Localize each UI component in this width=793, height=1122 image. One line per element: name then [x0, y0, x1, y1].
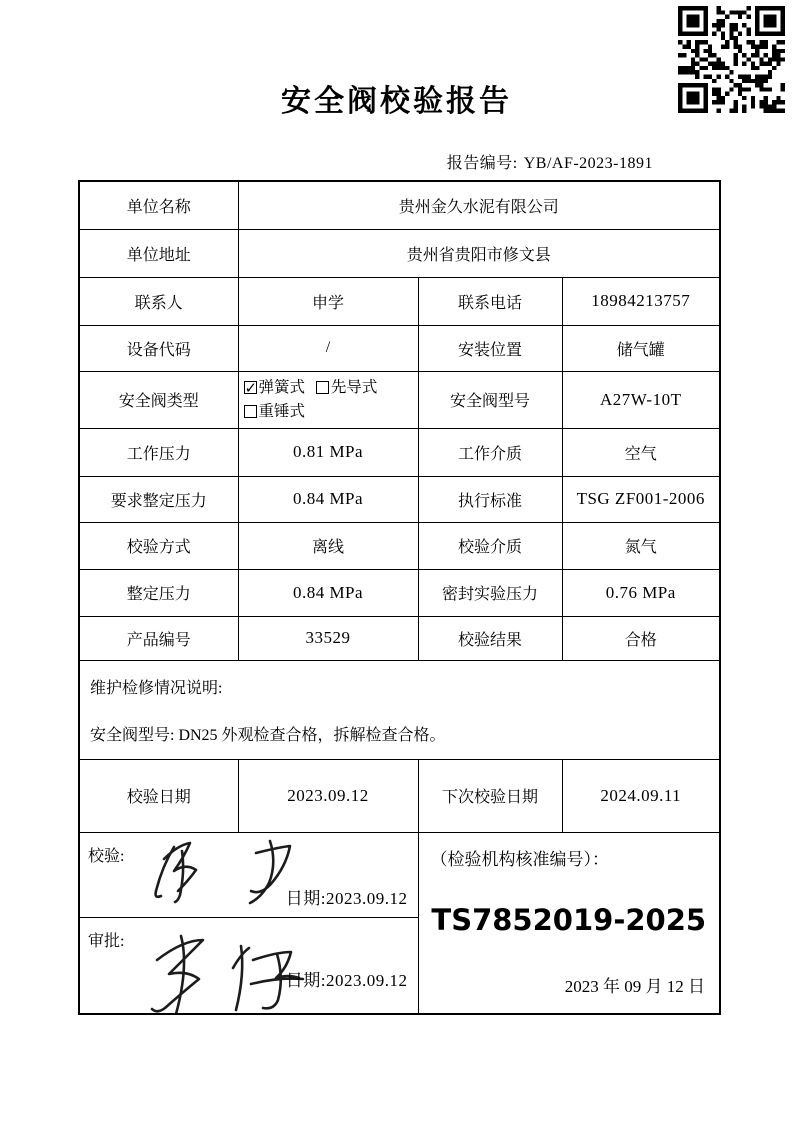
checkbox-weight-type: [244, 400, 306, 424]
verify-method-label: 校验方式: [79, 522, 238, 569]
next-verify-date-label: 下次校验日期: [418, 759, 562, 832]
checkbox-checked-icon: [244, 381, 257, 394]
valve-model-label: 安全阀型号: [418, 371, 562, 428]
verify-date-value: 2023.09.12: [238, 759, 418, 832]
table-row: [79, 371, 720, 428]
seal-test-pressure-label: 密封实验压力: [418, 569, 562, 616]
approver-date: 日期:2023.09.12: [285, 971, 408, 990]
standard-value: TSG ZF001-2006: [562, 476, 720, 522]
checkbox-label: 弹簧式: [258, 378, 306, 396]
table-row: [79, 569, 720, 616]
table-row: [79, 325, 720, 371]
table-row: [79, 181, 720, 229]
table-row: [79, 229, 720, 277]
verify-result-label: 校验结果: [418, 616, 562, 660]
verify-medium-label: 校验介质: [418, 522, 562, 569]
device-code-label: 设备代码: [79, 325, 238, 371]
page-title: 安全阀校验报告: [281, 85, 512, 118]
maintenance-remarks-note: 安全阀型号: DN25 外观检查合格，拆解检查合格。: [90, 726, 446, 744]
contact-phone-value: 18984213757: [562, 277, 720, 325]
maintenance-remarks-title: 维护检修情况说明:: [90, 679, 223, 697]
checkbox-unchecked-icon: [244, 405, 257, 418]
unit-address-label: 单位地址: [79, 229, 238, 277]
unit-address-value: 贵州省贵阳市修文县: [238, 229, 720, 277]
table-row: [79, 428, 720, 476]
table-row: [79, 832, 720, 917]
working-pressure-label: 工作压力: [79, 428, 238, 476]
checkbox-label: 重锤式: [258, 402, 306, 420]
required-set-pressure-value: 0.84 MPa: [238, 476, 418, 522]
maintenance-remarks: [79, 660, 720, 759]
report-number-value: YB/AF-2023-1891: [523, 155, 653, 172]
required-set-pressure-label: 要求整定压力: [79, 476, 238, 522]
approver-cell: [79, 917, 418, 1014]
contact-person-value: 申学: [238, 277, 418, 325]
verify-result-value: 合格: [562, 616, 720, 660]
product-no-value: 33529: [238, 616, 418, 660]
agency-date: 2023 年 09 月 12 日: [564, 977, 705, 996]
table-row: [79, 759, 720, 832]
verifier-label: 校验:: [88, 847, 125, 865]
verify-method-value: 离线: [238, 522, 418, 569]
valve-type-options: [238, 371, 418, 428]
checkbox-pilot-type: [316, 376, 378, 400]
checkbox-label: 先导式: [330, 378, 378, 396]
table-row: [79, 522, 720, 569]
agency-cell: [418, 832, 720, 1014]
contact-phone-label: 联系电话: [418, 277, 562, 325]
verify-medium-value: 氮气: [562, 522, 720, 569]
product-no-label: 产品编号: [79, 616, 238, 660]
table-row: [79, 616, 720, 660]
report-number: [0, 150, 653, 173]
working-medium-value: 空气: [562, 428, 720, 476]
table-row: [79, 660, 720, 759]
set-pressure-value: 0.84 MPa: [238, 569, 418, 616]
contact-person-label: 联系人: [79, 277, 238, 325]
unit-name-value: 贵州金久水泥有限公司: [238, 181, 720, 229]
checkbox-spring-type: [244, 376, 306, 400]
verifier-date: 日期:2023.09.12: [285, 888, 408, 908]
valve-type-label: 安全阀类型: [79, 371, 238, 428]
verify-date-label: 校验日期: [79, 759, 238, 832]
agency-approval-code: TS7852019-2025: [431, 902, 707, 937]
unit-name-label: 单位名称: [79, 181, 238, 229]
working-medium-label: 工作介质: [418, 428, 562, 476]
agency-label: （检验机构核准编号）：: [430, 849, 609, 869]
standard-label: 执行标准: [418, 476, 562, 522]
checkbox-unchecked-icon: [316, 381, 329, 394]
set-pressure-label: 整定压力: [79, 569, 238, 616]
report-table: [78, 180, 721, 1015]
seal-test-pressure-value: 0.76 MPa: [562, 569, 720, 616]
next-verify-date-value: 2024.09.11: [562, 759, 720, 832]
table-row: [79, 476, 720, 522]
working-pressure-value: 0.81 MPa: [238, 428, 418, 476]
table-row: [79, 277, 720, 325]
valve-model-value: A27W-10T: [562, 371, 720, 428]
install-position-value: 储气罐: [562, 325, 720, 371]
report-number-label: 报告编号:: [446, 155, 518, 172]
approver-label: 审批:: [88, 932, 125, 950]
install-position-label: 安装位置: [418, 325, 562, 371]
device-code-value: /: [238, 325, 418, 371]
verifier-cell: [79, 832, 418, 917]
